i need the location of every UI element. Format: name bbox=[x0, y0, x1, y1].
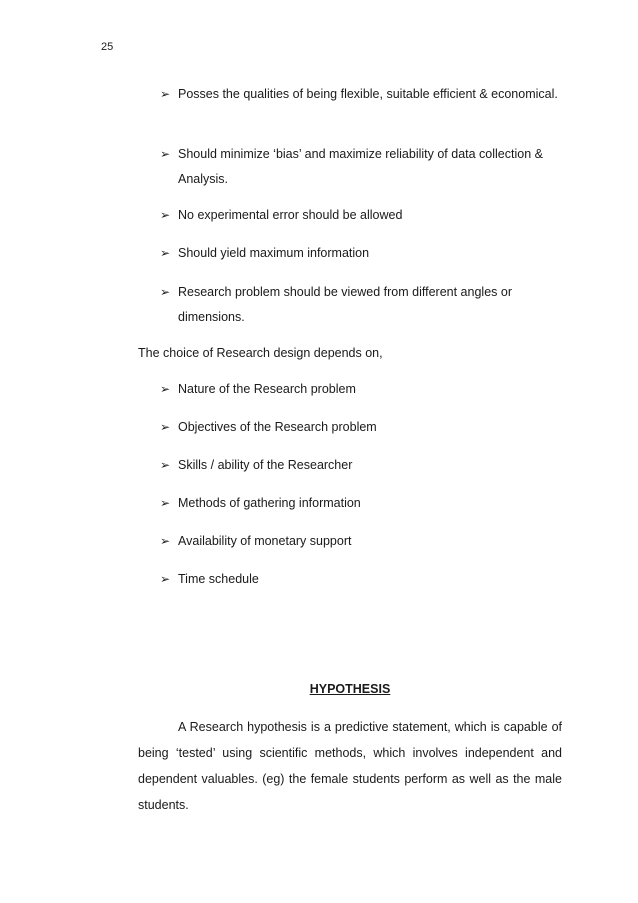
list-item-text: Should minimize ‘bias’ and maximize reliability of data collection & Analysis. bbox=[178, 147, 543, 186]
section-heading: HYPOTHESIS bbox=[309, 682, 391, 696]
list-item bbox=[160, 142, 560, 192]
list-item-text: Nature of the Research problem bbox=[178, 382, 356, 396]
arrow-bullet-icon: ➢ bbox=[160, 534, 171, 548]
list-item bbox=[160, 241, 560, 266]
list-item-text: Posses the qualities of being flexible, suitable efficient & economical. bbox=[178, 87, 558, 101]
list-item-text: Objectives of the Research problem bbox=[178, 420, 377, 434]
list-item bbox=[160, 491, 560, 516]
list-item-text: Time schedule bbox=[178, 572, 259, 586]
arrow-bullet-icon: ➢ bbox=[160, 285, 171, 299]
list-item bbox=[160, 567, 560, 592]
choice-intro: The choice of Research design depends on, bbox=[138, 346, 383, 360]
list-item-text: Research problem should be viewed from different angles or dimensions. bbox=[178, 285, 512, 324]
list-item bbox=[160, 280, 560, 330]
list-item bbox=[160, 203, 560, 228]
arrow-bullet-icon: ➢ bbox=[160, 572, 171, 586]
arrow-bullet-icon: ➢ bbox=[160, 246, 171, 260]
arrow-bullet-icon: ➢ bbox=[160, 147, 171, 161]
arrow-bullet-icon: ➢ bbox=[160, 420, 171, 434]
list-item-text: Methods of gathering information bbox=[178, 496, 361, 510]
list-item-text: Skills / ability of the Researcher bbox=[178, 458, 353, 472]
list-item-text: Should yield maximum information bbox=[178, 246, 370, 260]
list-item-text: No experimental error should be allowed bbox=[178, 208, 403, 222]
list-item bbox=[160, 529, 560, 554]
arrow-bullet-icon: ➢ bbox=[160, 496, 171, 510]
page-number: 25 bbox=[101, 41, 114, 53]
arrow-bullet-icon: ➢ bbox=[160, 87, 171, 101]
list-item bbox=[160, 82, 560, 107]
list-item bbox=[160, 377, 560, 402]
hypothesis-paragraph: A Research hypothesis is a predictive statement, which is capable of being ‘tested’ using scientific methods, which involves independent and dependent valuables. (eg) the female students perform as well as the male students. bbox=[138, 720, 562, 812]
list-item bbox=[160, 453, 560, 478]
list-item-text: Availability of monetary support bbox=[178, 534, 352, 548]
arrow-bullet-icon: ➢ bbox=[160, 458, 171, 472]
arrow-bullet-icon: ➢ bbox=[160, 208, 171, 222]
arrow-bullet-icon: ➢ bbox=[160, 382, 171, 396]
list-item bbox=[160, 415, 560, 440]
